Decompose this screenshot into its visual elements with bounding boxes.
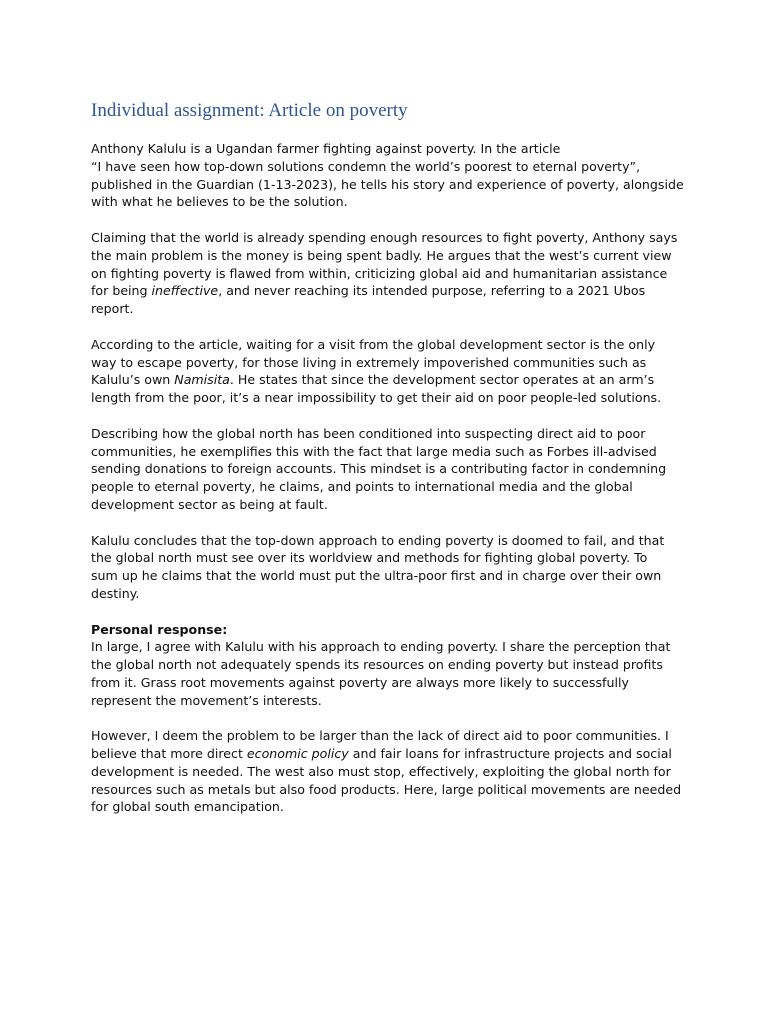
text-line: development sector as being at fault.: [91, 496, 328, 512]
text-line: with what he believes to be the solution.: [91, 194, 348, 210]
text-line: people to eternal poverty, he claims, and points to international media and the global: [91, 479, 633, 495]
section-heading: Personal response:: [91, 621, 228, 637]
text-line: Describing how the global north has been conditioned into suspecting direct aid to poor: [91, 425, 646, 441]
text-segment: Kalulu’s own: [91, 372, 175, 388]
text-line: communities, he exemplifies this with the fact that large media such as Forbes ill-advised: [91, 443, 657, 459]
text-segment: . He states that since the development sector operates at an arm’s: [229, 372, 655, 388]
text-line: [91, 745, 691, 763]
paragraph-claim: [91, 229, 691, 318]
paragraph-personal-response: [91, 621, 691, 710]
text-line: In large, I agree with Kalulu with his approach to ending poverty. I share the perception that: [91, 639, 671, 655]
text-line: from it. Grass root movements against poverty are always more likely to successfully: [91, 674, 629, 690]
paragraph-however: [91, 727, 691, 816]
text-line: sum up he claims that the world must put the ultra-poor first and in charge over their own: [91, 568, 662, 584]
document-title: Individual assignment: Article on poverty: [91, 100, 408, 121]
text-line: destiny.: [91, 585, 140, 601]
text-line: Kalulu concludes that the top-down approach to ending poverty is doomed to fail, and that: [91, 532, 665, 548]
text-line: [91, 371, 691, 389]
emphasis-text: ineffective: [151, 283, 219, 299]
text-line: the global north must see over its worldview and methods for fighting global poverty. To: [91, 550, 648, 566]
text-line: the global north not adequately spends its resources on ending poverty but instead profits: [91, 657, 663, 673]
text-line: represent the movement’s interests.: [91, 692, 322, 708]
text-line: on fighting poverty is flawed from within, criticizing global aid and humanitarian assistance: [91, 265, 668, 281]
text-line: According to the article, waiting for a visit from the global development sector is the only: [91, 336, 656, 352]
text-line: the main problem is the money is being spent badly. He argues that the west’s current view: [91, 247, 672, 263]
text-line: published in the Guardian (1-13-2023), he tells his story and experience of poverty, alongside: [91, 176, 684, 192]
paragraph-introduction: [91, 140, 691, 211]
paragraph-conclusion: [91, 532, 691, 603]
emphasis-text: economic policy: [246, 746, 349, 762]
text-line: length from the poor, it’s a near impossibility to get their aid on poor people-led solutions.: [91, 390, 662, 406]
text-line: “I have seen how top-down solutions condemn the world’s poorest to eternal poverty”,: [91, 158, 641, 174]
text-line: [91, 282, 691, 300]
document-body: [91, 140, 691, 834]
text-segment: believe that more direct: [91, 746, 247, 762]
text-line: However, I deem the problem to be larger than the lack of direct aid to poor communities. I: [91, 728, 669, 744]
paragraph-global-north: [91, 425, 691, 514]
text-line: Claiming that the world is already spending enough resources to fight poverty, Anthony says: [91, 229, 678, 245]
text-segment: for being: [91, 283, 152, 299]
text-line: Anthony Kalulu is a Ugandan farmer fighting against poverty. In the article: [91, 141, 561, 156]
paragraph-article-summary: [91, 336, 691, 407]
text-line: way to escape poverty, for those living in extremely impoverished communities such as: [91, 354, 647, 370]
text-line: development is needed. The west also must stop, effectively, exploiting the global north for: [91, 763, 671, 779]
text-line: resources such as metals but also food products. Here, large political movements are needed: [91, 781, 682, 797]
text-segment: and fair loans for infrastructure projects and social: [348, 746, 672, 762]
text-line: for global south emancipation.: [91, 799, 284, 815]
text-segment: , and never reaching its intended purpose, referring to a 2021 Ubos: [218, 283, 646, 299]
emphasis-text: Namisita: [174, 372, 230, 388]
text-line: report.: [91, 301, 134, 317]
text-line: sending donations to foreign accounts. This mindset is a contributing factor in condemning: [91, 461, 667, 477]
